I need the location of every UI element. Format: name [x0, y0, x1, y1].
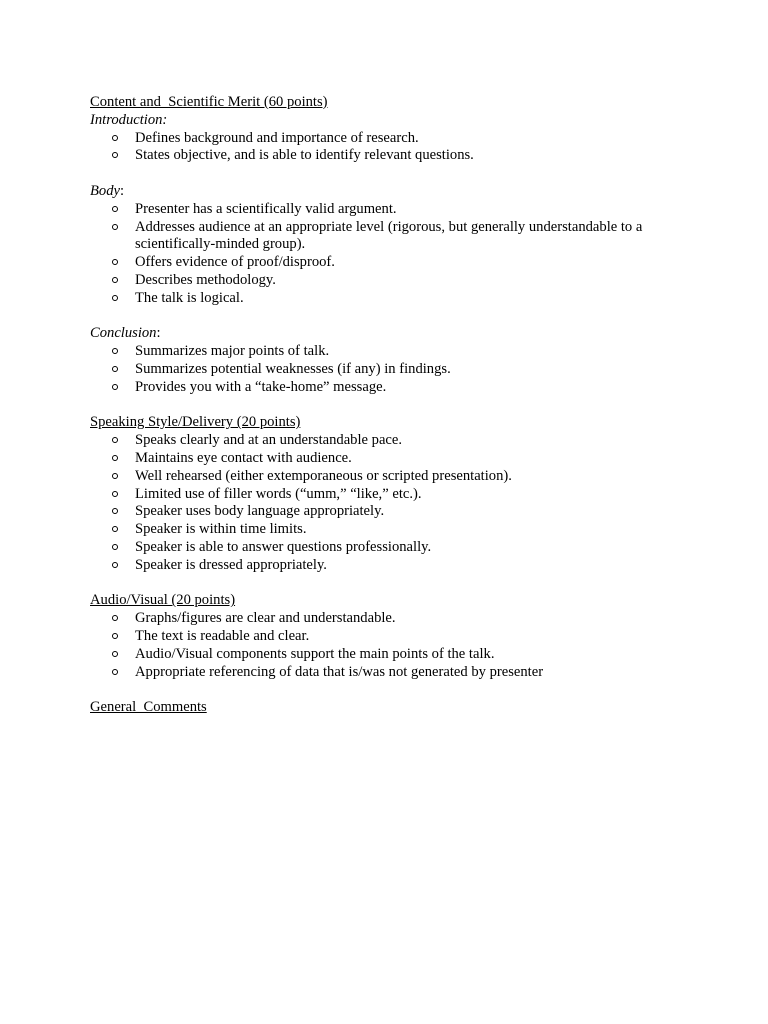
introduction-label-text: Introduction:: [90, 111, 168, 128]
list-item: [90, 272, 675, 290]
list-item-text: Summarizes potential weaknesses (if any) in findings.: [135, 360, 451, 377]
hollow-circle-bullet-icon: [112, 295, 118, 301]
list-item: [90, 450, 675, 468]
list-item: [90, 664, 675, 682]
body-label: [90, 183, 690, 201]
spacer: [90, 681, 690, 699]
list-item-text: States objective, and is able to identify relevant questions.: [135, 147, 474, 164]
conclusion-list: [90, 343, 690, 396]
hollow-circle-bullet-icon: [112, 152, 118, 158]
list-item-text: The talk is logical.: [135, 289, 244, 306]
general-comments-heading: General Comments: [90, 699, 207, 716]
body-label-colon: :: [120, 182, 125, 199]
hollow-circle-bullet-icon: [112, 562, 118, 568]
body-label-text: Body: [90, 182, 120, 199]
spacer: [90, 575, 690, 593]
document-page: [90, 94, 690, 717]
hollow-circle-bullet-icon: [112, 206, 118, 212]
list-item-text: Limited use of filler words (“umm,” “like,” etc.).: [135, 485, 422, 502]
list-item: [90, 628, 675, 646]
hollow-circle-bullet-icon: [112, 455, 118, 461]
list-item-text: Addresses audience at an appropriate level (rigorous, but generally understandable to a scientifically-minded group).: [135, 218, 643, 253]
spacer: [90, 397, 690, 415]
hollow-circle-bullet-icon: [112, 508, 118, 514]
hollow-circle-bullet-icon: [112, 651, 118, 657]
list-item-text: Speaks clearly and at an understandable pace.: [135, 432, 403, 449]
content-merit-heading: Content and Scientific Merit (60 points): [90, 94, 328, 110]
audio-visual-heading: Audio/Visual (20 points): [90, 592, 236, 609]
hollow-circle-bullet-icon: [112, 473, 118, 479]
hollow-circle-bullet-icon: [112, 437, 118, 443]
hollow-circle-bullet-icon: [112, 491, 118, 497]
list-item-text: Presenter has a scientifically valid argument.: [135, 200, 397, 217]
list-item-text: Provides you with a “take-home” message.: [135, 378, 387, 395]
list-item: [90, 468, 675, 486]
list-item-text: Offers evidence of proof/disproof.: [135, 254, 335, 271]
list-item: [90, 557, 675, 575]
list-item-text: Speaker is dressed appropriately.: [135, 556, 327, 573]
spacer: [90, 308, 690, 326]
list-item: [90, 486, 675, 504]
introduction-list: [90, 130, 690, 166]
list-item: [90, 539, 675, 557]
hollow-circle-bullet-icon: [112, 633, 118, 639]
list-item: [90, 130, 675, 148]
list-item: [90, 343, 675, 361]
list-item-text: Speaker is within time limits.: [135, 521, 307, 538]
list-item-text: Well rehearsed (either extemporaneous or scripted presentation).: [135, 467, 512, 484]
list-item-text: Speaker uses body language appropriately.: [135, 503, 385, 520]
list-item-text: Speaker is able to answer questions professionally.: [135, 538, 432, 555]
list-item-text: Appropriate referencing of data that is/was not generated by presenter: [135, 663, 544, 680]
list-item: [90, 646, 675, 664]
list-item: [90, 379, 675, 397]
conclusion-label: [90, 325, 690, 343]
list-item: [90, 610, 675, 628]
hollow-circle-bullet-icon: [112, 277, 118, 283]
list-item: [90, 503, 675, 521]
introduction-label: [90, 112, 690, 130]
list-item-text: Describes methodology.: [135, 271, 276, 288]
list-item: [90, 201, 675, 219]
hollow-circle-bullet-icon: [112, 526, 118, 532]
list-item-text: Graphs/figures are clear and understandable.: [135, 610, 396, 627]
list-item: [90, 361, 675, 379]
list-item-text: Defines background and importance of research.: [135, 129, 419, 146]
hollow-circle-bullet-icon: [112, 615, 118, 621]
spacer: [90, 165, 690, 183]
hollow-circle-bullet-icon: [112, 224, 118, 230]
conclusion-label-colon: :: [156, 325, 161, 342]
speaking-style-heading: Speaking Style/Delivery (20 points): [90, 414, 301, 431]
list-item: [90, 254, 675, 272]
speaking-style-list: [90, 432, 690, 574]
conclusion-label-text: Conclusion: [90, 325, 157, 342]
list-item: [90, 432, 675, 450]
list-item-text: Maintains eye contact with audience.: [135, 449, 352, 466]
list-item-text: The text is readable and clear.: [135, 627, 310, 644]
audio-visual-list: [90, 610, 690, 681]
hollow-circle-bullet-icon: [112, 366, 118, 372]
hollow-circle-bullet-icon: [112, 384, 118, 390]
hollow-circle-bullet-icon: [112, 348, 118, 354]
list-item-text: Audio/Visual components support the main points of the talk.: [135, 645, 495, 662]
hollow-circle-bullet-icon: [112, 259, 118, 265]
list-item: [90, 290, 675, 308]
hollow-circle-bullet-icon: [112, 669, 118, 675]
list-item: [90, 521, 675, 539]
list-item-text: Summarizes major points of talk.: [135, 343, 330, 360]
body-list: [90, 201, 690, 308]
hollow-circle-bullet-icon: [112, 135, 118, 141]
hollow-circle-bullet-icon: [112, 544, 118, 550]
list-item: [90, 147, 675, 165]
list-item: [90, 219, 675, 255]
